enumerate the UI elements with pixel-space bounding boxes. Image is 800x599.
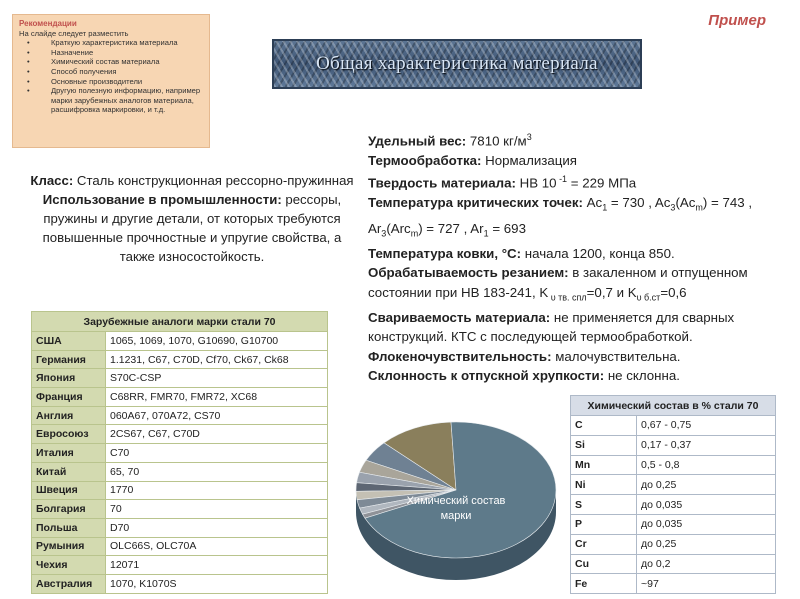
property-forging bbox=[368, 244, 788, 264]
recommendation-item: • Другую полезную информацию, например марки зарубежных аналогов материала, расшифровка маркировки, и т.д. bbox=[29, 86, 203, 115]
crit-text: (Ac bbox=[675, 195, 696, 211]
pie-top bbox=[356, 422, 556, 558]
property-hardness bbox=[368, 170, 788, 193]
grades-cell: OLC66S, OLC70A bbox=[106, 537, 328, 556]
recommendation-item: • Способ получения bbox=[29, 67, 203, 77]
table-row bbox=[32, 574, 328, 593]
country-cell: Япония bbox=[32, 369, 106, 388]
table-row bbox=[571, 435, 776, 455]
pie-label-line1: Химический состав bbox=[406, 495, 506, 507]
table-row bbox=[32, 425, 328, 444]
table-row bbox=[32, 350, 328, 369]
recommendation-box bbox=[12, 14, 210, 148]
value-cell: 0,17 - 0,37 bbox=[637, 435, 776, 455]
table-row bbox=[571, 514, 776, 534]
weld-value: не применяется для сварных конструкций. КТС с последующей термообработкой. bbox=[368, 309, 735, 345]
element-cell: Mn bbox=[571, 455, 637, 475]
weight-label: Удельный вес: bbox=[368, 133, 467, 149]
country-cell: Швеция bbox=[32, 481, 106, 500]
material-properties bbox=[368, 128, 788, 386]
table-row bbox=[571, 475, 776, 495]
element-cell: S bbox=[571, 495, 637, 515]
recommendation-item: • Основные производители bbox=[29, 77, 203, 87]
hardness-post: = 229 МПа bbox=[567, 175, 637, 191]
treatment-value: Нормализация bbox=[485, 152, 577, 168]
treatment-label: Термообработка: bbox=[368, 152, 482, 168]
table-row bbox=[32, 369, 328, 388]
crit-sub: 1 bbox=[602, 203, 608, 213]
table-row bbox=[571, 495, 776, 515]
country-cell: США bbox=[32, 332, 106, 351]
grades-cell: D70 bbox=[106, 518, 328, 537]
country-cell: Австралия bbox=[32, 574, 106, 593]
grades-cell: 65, 70 bbox=[106, 462, 328, 481]
forging-value: начала 1200, конца 850. bbox=[524, 245, 675, 261]
table-row bbox=[571, 416, 776, 436]
grades-cell: 1070, K1070S bbox=[106, 574, 328, 593]
temper-value: не склонна. bbox=[607, 368, 680, 384]
foreign-analogs-table bbox=[31, 311, 328, 594]
weight-value: 7810 кг/м bbox=[469, 133, 527, 149]
crit-text: = 730 , Ac bbox=[607, 195, 671, 211]
property-treatment bbox=[368, 151, 788, 171]
banner-title: Общая характеристика материала bbox=[316, 53, 598, 74]
property-flake bbox=[368, 347, 788, 367]
value-cell: до 0,035 bbox=[637, 495, 776, 515]
usage-label: Использование в промышленности: bbox=[42, 192, 282, 207]
element-cell: Cu bbox=[571, 554, 637, 574]
crit-text: ) = 743 , Ar bbox=[368, 195, 753, 236]
crit-sub: 1 bbox=[483, 228, 489, 239]
table-row bbox=[32, 462, 328, 481]
weight-sup: 3 bbox=[526, 132, 532, 142]
value-cell: до 0,25 bbox=[637, 475, 776, 495]
example-label: Пример bbox=[708, 12, 766, 29]
usage-value: рессоры, пружины и другие детали, от которых требуются повышенные прочностные и упругие свойства, а также износостойкость. bbox=[42, 192, 342, 264]
flake-label: Флокеночувствительность: bbox=[368, 348, 552, 364]
recommendation-item: • Химический состав материала bbox=[29, 57, 203, 67]
grades-cell: 12071 bbox=[106, 556, 328, 575]
grades-cell: 060A67, 070A72, CS70 bbox=[106, 406, 328, 425]
crit-sub: m bbox=[695, 203, 703, 213]
grades-cell: 1.1231, C67, C70D, Cf70, Ck67, Ck68 bbox=[106, 350, 328, 369]
property-weldability bbox=[368, 308, 788, 347]
element-cell: C bbox=[571, 416, 637, 436]
value-cell: до 0,25 bbox=[637, 534, 776, 554]
table-row bbox=[571, 455, 776, 475]
property-machinability bbox=[368, 263, 788, 308]
mach-text: =0,6 bbox=[660, 284, 687, 300]
recommendation-intro: На слайде следует разместить bbox=[19, 28, 129, 38]
class-label: Класс: bbox=[30, 173, 74, 188]
table-row bbox=[32, 388, 328, 407]
value-cell: ~97 bbox=[637, 574, 776, 594]
grades-cell: C70 bbox=[106, 444, 328, 463]
material-description bbox=[26, 171, 358, 266]
country-cell: Италия bbox=[32, 444, 106, 463]
property-weight bbox=[368, 128, 788, 151]
flake-value: малочувствительна. bbox=[555, 348, 681, 364]
grades-cell: C68RR, FMR70, FMR72, XC68 bbox=[106, 388, 328, 407]
class-value: Сталь конструкционная рессорно-пружинная bbox=[76, 173, 354, 188]
country-cell: Франция bbox=[32, 388, 106, 407]
machinability-value: в закаленном и отпущенном состоянии при HB 183-241, K bbox=[368, 265, 748, 300]
table-row bbox=[32, 406, 328, 425]
crit-ac1: Ac bbox=[586, 195, 603, 211]
table-row bbox=[32, 518, 328, 537]
property-critical-points bbox=[368, 193, 788, 243]
hardness-pre: HB 10 bbox=[519, 175, 557, 191]
recommendation-item: • Назначение bbox=[29, 48, 203, 58]
table-row bbox=[571, 574, 776, 594]
table-row bbox=[32, 537, 328, 556]
forging-label: Температура ковки, °С: bbox=[368, 245, 522, 261]
hardness-sup: -1 bbox=[556, 174, 568, 185]
crit-text: ) = 727 , Ar bbox=[418, 220, 484, 236]
crit-sub: 3 bbox=[381, 228, 387, 239]
mach-sub: υ тв. спл bbox=[548, 292, 587, 303]
grades-cell: 1770 bbox=[106, 481, 328, 500]
critical-label: Температура критических точек: bbox=[368, 195, 583, 211]
table-row bbox=[32, 556, 328, 575]
table-row bbox=[32, 444, 328, 463]
country-cell: Польша bbox=[32, 518, 106, 537]
element-cell: Si bbox=[571, 435, 637, 455]
grades-cell: 70 bbox=[106, 500, 328, 519]
table-row bbox=[32, 332, 328, 351]
title-banner bbox=[272, 39, 642, 89]
country-cell: Китай bbox=[32, 462, 106, 481]
table-row bbox=[32, 481, 328, 500]
table-row bbox=[571, 534, 776, 554]
temper-label: Склонность к отпускной хрупкости: bbox=[368, 368, 605, 384]
grades-cell: 2CS67, C67, C70D bbox=[106, 425, 328, 444]
country-cell: Евросоюз bbox=[32, 425, 106, 444]
recommendation-list bbox=[19, 38, 203, 115]
country-cell: Германия bbox=[32, 350, 106, 369]
crit-sub: 3 bbox=[670, 203, 676, 213]
crit-sub: m bbox=[410, 228, 419, 239]
chemical-composition-table bbox=[570, 395, 776, 594]
table-row bbox=[32, 500, 328, 519]
machinability-label: Обрабатываемость резанием: bbox=[368, 265, 569, 281]
table-row bbox=[571, 554, 776, 574]
crit-text: (Arc bbox=[386, 220, 411, 236]
crit-text: = 693 bbox=[488, 220, 526, 236]
recommendation-item: • Краткую характеристика материала bbox=[29, 38, 203, 48]
country-cell: Румыния bbox=[32, 537, 106, 556]
grades-cell: S70C-CSP bbox=[106, 369, 328, 388]
country-cell: Чехия bbox=[32, 556, 106, 575]
weld-label: Свариваемость материала: bbox=[368, 309, 551, 325]
country-cell: Болгария bbox=[32, 500, 106, 519]
country-cell: Англия bbox=[32, 406, 106, 425]
element-cell: Fe bbox=[571, 574, 637, 594]
value-cell: 0,5 - 0,8 bbox=[637, 455, 776, 475]
chemical-composition-pie bbox=[328, 398, 574, 594]
hardness-label: Твердость материала: bbox=[368, 175, 516, 191]
value-cell: до 0,2 bbox=[637, 554, 776, 574]
value-cell: до 0,035 bbox=[637, 514, 776, 534]
element-cell: P bbox=[571, 514, 637, 534]
mach-text: =0,7 и K bbox=[586, 284, 637, 300]
analogs-table-title: Зарубежные аналоги марки стали 70 bbox=[32, 312, 328, 332]
element-cell: Cr bbox=[571, 534, 637, 554]
recommendation-title: Рекомендации bbox=[19, 19, 77, 28]
property-temper bbox=[368, 366, 788, 386]
element-cell: Ni bbox=[571, 475, 637, 495]
value-cell: 0,67 - 0,75 bbox=[637, 416, 776, 436]
mach-sub: υ б.ст bbox=[636, 292, 661, 303]
pie-label-line2: марки bbox=[440, 510, 472, 522]
chem-table-title: Химический состав в % стали 70 bbox=[571, 396, 776, 416]
grades-cell: 1065, 1069, 1070, G10690, G10700 bbox=[106, 332, 328, 351]
